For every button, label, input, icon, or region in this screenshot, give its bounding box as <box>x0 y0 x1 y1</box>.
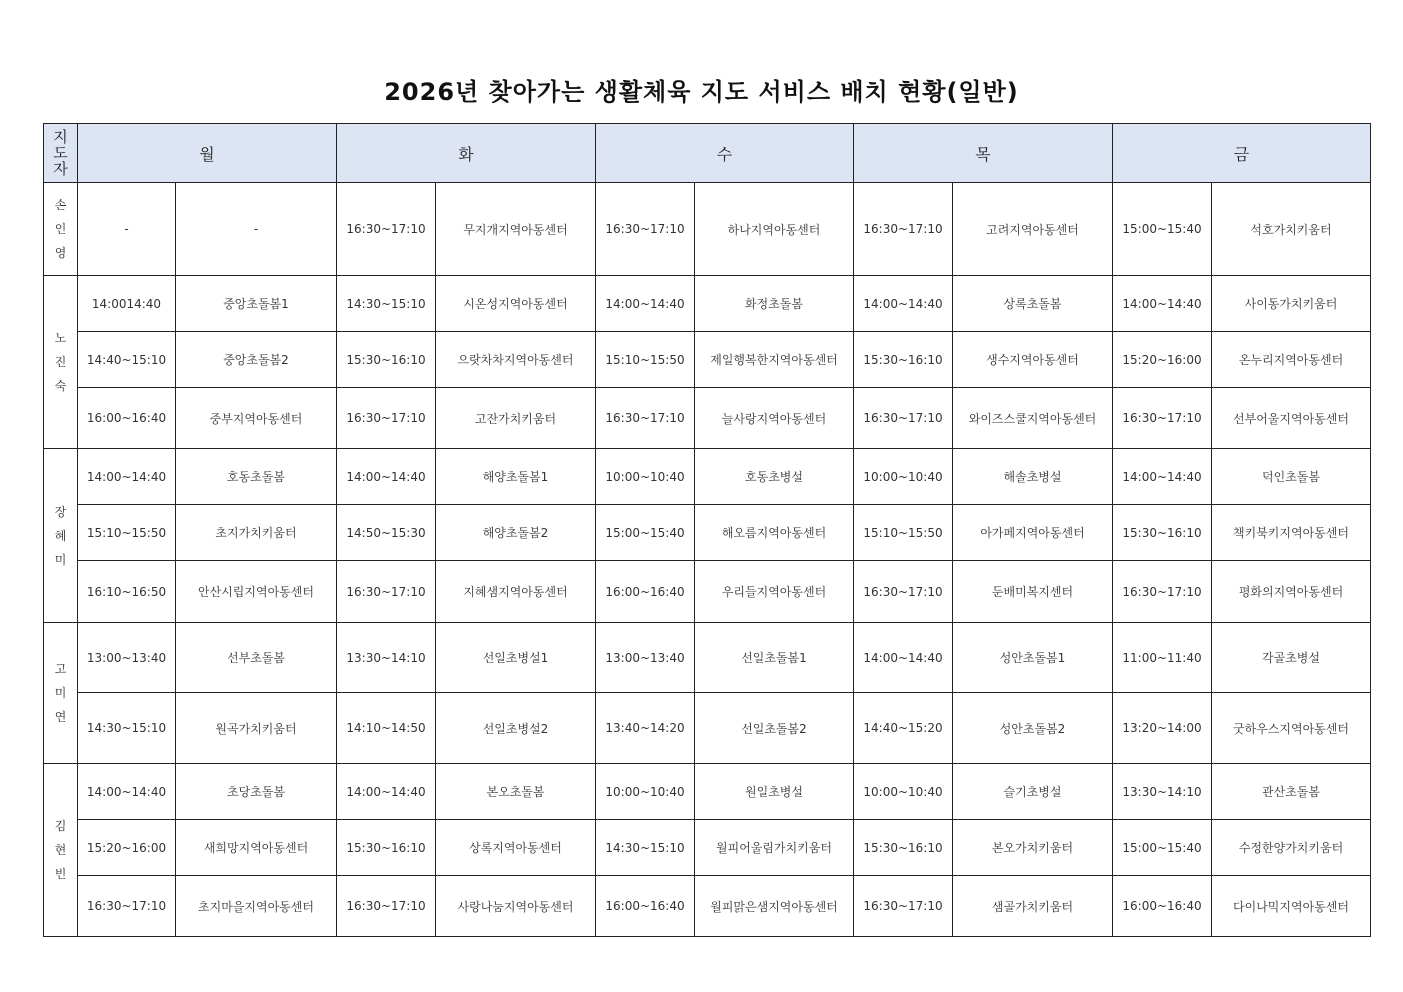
place-cell-fri: 관산초돌봄 <box>1212 764 1371 820</box>
time-cell-fri: 15:00~15:40 <box>1113 820 1212 876</box>
place-cell-tue: 사랑나눔지역아동센터 <box>436 876 596 937</box>
place-cell-fri: 수정한양가치키움터 <box>1212 820 1371 876</box>
time-cell-tue: 15:30~16:10 <box>337 332 436 388</box>
time-cell-wed: 14:30~15:10 <box>596 820 695 876</box>
time-cell-mon: 14:0014:40 <box>78 276 176 332</box>
table-row <box>44 876 1371 937</box>
time-cell-mon: 16:30~17:10 <box>78 876 176 937</box>
place-cell-tue: 본오초돌봄 <box>436 764 596 820</box>
time-cell-fri: 16:30~17:10 <box>1113 561 1212 623</box>
time-cell-tue: 15:30~16:10 <box>337 820 436 876</box>
time-cell-thu: 16:30~17:10 <box>854 388 953 449</box>
header-row <box>44 124 1371 183</box>
instructor-header <box>44 124 78 183</box>
time-cell-thu: 15:30~16:10 <box>854 332 953 388</box>
time-cell-tue: 16:30~17:10 <box>337 876 436 937</box>
place-cell-wed: 하나지역아동센터 <box>695 183 854 276</box>
time-cell-wed: 14:00~14:40 <box>596 276 695 332</box>
place-cell-fri: 다이나믹지역아동센터 <box>1212 876 1371 937</box>
place-cell-thu: 본오가치키움터 <box>953 820 1113 876</box>
place-cell-tue: 해양초돌봄1 <box>436 449 596 505</box>
place-cell-thu: 상록초돌봄 <box>953 276 1113 332</box>
place-cell-thu: 샘골가치키움터 <box>953 876 1113 937</box>
time-cell-fri: 14:00~14:40 <box>1113 449 1212 505</box>
place-cell-fri: 온누리지역아동센터 <box>1212 332 1371 388</box>
time-cell-tue: 16:30~17:10 <box>337 388 436 449</box>
place-cell-wed: 제일행복한지역아동센터 <box>695 332 854 388</box>
time-cell-wed: 16:30~17:10 <box>596 388 695 449</box>
place-cell-fri: 사이동가치키움터 <box>1212 276 1371 332</box>
time-cell-thu: 10:00~10:40 <box>854 449 953 505</box>
time-cell-tue: 14:00~14:40 <box>337 764 436 820</box>
time-cell-wed: 16:00~16:40 <box>596 561 695 623</box>
table-row <box>44 276 1371 332</box>
table-row <box>44 388 1371 449</box>
place-cell-wed: 해오름지역아동센터 <box>695 505 854 561</box>
place-cell-thu: 슬기초병설 <box>953 764 1113 820</box>
place-cell-fri: 석호가치키움터 <box>1212 183 1371 276</box>
place-cell-mon: 초지가치키움터 <box>176 505 337 561</box>
place-cell-wed: 화정초돌봄 <box>695 276 854 332</box>
time-cell-wed: 16:00~16:40 <box>596 876 695 937</box>
time-cell-fri: 13:30~14:10 <box>1113 764 1212 820</box>
time-cell-thu: 14:40~15:20 <box>854 693 953 764</box>
time-cell-thu: 16:30~17:10 <box>854 183 953 276</box>
time-cell-tue: 16:30~17:10 <box>337 183 436 276</box>
time-cell-thu: 10:00~10:40 <box>854 764 953 820</box>
time-cell-wed: 10:00~10:40 <box>596 449 695 505</box>
place-cell-thu: 와이즈스쿨지역아동센터 <box>953 388 1113 449</box>
time-cell-fri: 11:00~11:40 <box>1113 623 1212 693</box>
time-cell-mon: - <box>78 183 176 276</box>
day-header-fri: 금 <box>1113 124 1371 183</box>
time-cell-mon: 14:00~14:40 <box>78 449 176 505</box>
table-row <box>44 332 1371 388</box>
time-cell-tue: 14:30~15:10 <box>337 276 436 332</box>
place-cell-thu: 고려지역아동센터 <box>953 183 1113 276</box>
place-cell-tue: 선일초병설1 <box>436 623 596 693</box>
place-cell-mon: - <box>176 183 337 276</box>
place-cell-mon: 안산시립지역아동센터 <box>176 561 337 623</box>
instructor-name: 노 진 숙 <box>44 276 78 449</box>
time-cell-fri: 15:20~16:00 <box>1113 332 1212 388</box>
place-cell-fri: 덕인초돌봄 <box>1212 449 1371 505</box>
place-cell-thu: 생수지역아동센터 <box>953 332 1113 388</box>
place-cell-fri: 굿하우스지역아동센터 <box>1212 693 1371 764</box>
place-cell-wed: 원일초병설 <box>695 764 854 820</box>
time-cell-thu: 15:30~16:10 <box>854 820 953 876</box>
day-header-tue: 화 <box>337 124 596 183</box>
place-cell-wed: 우리들지역아동센터 <box>695 561 854 623</box>
table-row <box>44 561 1371 623</box>
time-cell-tue: 14:00~14:40 <box>337 449 436 505</box>
place-cell-fri: 평화의지역아동센터 <box>1212 561 1371 623</box>
time-cell-mon: 14:40~15:10 <box>78 332 176 388</box>
place-cell-tue: 으랏차차지역아동센터 <box>436 332 596 388</box>
place-cell-mon: 중앙초돌봄1 <box>176 276 337 332</box>
place-cell-wed: 선일초돌봄2 <box>695 693 854 764</box>
day-header-mon: 월 <box>78 124 337 183</box>
time-cell-tue: 13:30~14:10 <box>337 623 436 693</box>
instructor-name: 손 인 영 <box>44 183 78 276</box>
time-cell-fri: 16:00~16:40 <box>1113 876 1212 937</box>
place-cell-wed: 월피어울림가치키움터 <box>695 820 854 876</box>
place-cell-mon: 원곡가치키움터 <box>176 693 337 764</box>
table-row <box>44 449 1371 505</box>
time-cell-wed: 10:00~10:40 <box>596 764 695 820</box>
time-cell-mon: 16:00~16:40 <box>78 388 176 449</box>
time-cell-mon: 15:20~16:00 <box>78 820 176 876</box>
place-cell-fri: 각골초병설 <box>1212 623 1371 693</box>
place-cell-wed: 월피맑은샘지역아동센터 <box>695 876 854 937</box>
place-cell-mon: 초지마을지역아동센터 <box>176 876 337 937</box>
place-cell-mon: 중앙초돌봄2 <box>176 332 337 388</box>
place-cell-mon: 초당초돌봄 <box>176 764 337 820</box>
place-cell-tue: 해양초돌봄2 <box>436 505 596 561</box>
table-row <box>44 693 1371 764</box>
place-cell-thu: 성안초돌봄2 <box>953 693 1113 764</box>
place-cell-wed: 선일초돌봄1 <box>695 623 854 693</box>
place-cell-thu: 둔배미복지센터 <box>953 561 1113 623</box>
instructor-name: 김 현 빈 <box>44 764 78 937</box>
table-row <box>44 623 1371 693</box>
time-cell-mon: 13:00~13:40 <box>78 623 176 693</box>
time-cell-fri: 15:00~15:40 <box>1113 183 1212 276</box>
time-cell-mon: 14:00~14:40 <box>78 764 176 820</box>
place-cell-tue: 지혜샘지역아동센터 <box>436 561 596 623</box>
time-cell-wed: 16:30~17:10 <box>596 183 695 276</box>
day-header-thu: 목 <box>854 124 1113 183</box>
table-row <box>44 183 1371 276</box>
time-cell-fri: 14:00~14:40 <box>1113 276 1212 332</box>
time-cell-fri: 15:30~16:10 <box>1113 505 1212 561</box>
instructor-header-label: 지 도 자 <box>53 128 68 178</box>
time-cell-thu: 14:00~14:40 <box>854 276 953 332</box>
time-cell-wed: 13:40~14:20 <box>596 693 695 764</box>
time-cell-tue: 16:30~17:10 <box>337 561 436 623</box>
day-header-wed: 수 <box>596 124 854 183</box>
place-cell-wed: 늘사랑지역아동센터 <box>695 388 854 449</box>
place-cell-fri: 선부어울지역아동센터 <box>1212 388 1371 449</box>
time-cell-wed: 13:00~13:40 <box>596 623 695 693</box>
place-cell-tue: 시온성지역아동센터 <box>436 276 596 332</box>
place-cell-fri: 책키북키지역아동센터 <box>1212 505 1371 561</box>
time-cell-wed: 15:00~15:40 <box>596 505 695 561</box>
time-cell-tue: 14:50~15:30 <box>337 505 436 561</box>
place-cell-tue: 선일초병설2 <box>436 693 596 764</box>
table-row <box>44 764 1371 820</box>
place-cell-tue: 무지개지역아동센터 <box>436 183 596 276</box>
time-cell-thu: 14:00~14:40 <box>854 623 953 693</box>
instructor-name: 고 미 연 <box>44 623 78 764</box>
place-cell-mon: 선부초돌봄 <box>176 623 337 693</box>
time-cell-tue: 14:10~14:50 <box>337 693 436 764</box>
time-cell-thu: 16:30~17:10 <box>854 561 953 623</box>
place-cell-wed: 호동초병설 <box>695 449 854 505</box>
place-cell-thu: 아가페지역아동센터 <box>953 505 1113 561</box>
time-cell-fri: 13:20~14:00 <box>1113 693 1212 764</box>
place-cell-thu: 해솔초병설 <box>953 449 1113 505</box>
time-cell-thu: 15:10~15:50 <box>854 505 953 561</box>
time-cell-mon: 16:10~16:50 <box>78 561 176 623</box>
instructor-name: 장 혜 미 <box>44 449 78 623</box>
table-row <box>44 820 1371 876</box>
place-cell-mon: 새희망지역아동센터 <box>176 820 337 876</box>
page-title: 2026년 찾아가는 생활체육 지도 서비스 배치 현황(일반) <box>384 78 1019 106</box>
table-row <box>44 505 1371 561</box>
place-cell-mon: 중부지역아동센터 <box>176 388 337 449</box>
schedule-table <box>43 123 1371 937</box>
place-cell-tue: 상록지역아동센터 <box>436 820 596 876</box>
time-cell-thu: 16:30~17:10 <box>854 876 953 937</box>
time-cell-wed: 15:10~15:50 <box>596 332 695 388</box>
place-cell-tue: 고잔가치키움터 <box>436 388 596 449</box>
place-cell-mon: 호동초돌봄 <box>176 449 337 505</box>
time-cell-fri: 16:30~17:10 <box>1113 388 1212 449</box>
time-cell-mon: 15:10~15:50 <box>78 505 176 561</box>
time-cell-mon: 14:30~15:10 <box>78 693 176 764</box>
place-cell-thu: 성안초돌봄1 <box>953 623 1113 693</box>
